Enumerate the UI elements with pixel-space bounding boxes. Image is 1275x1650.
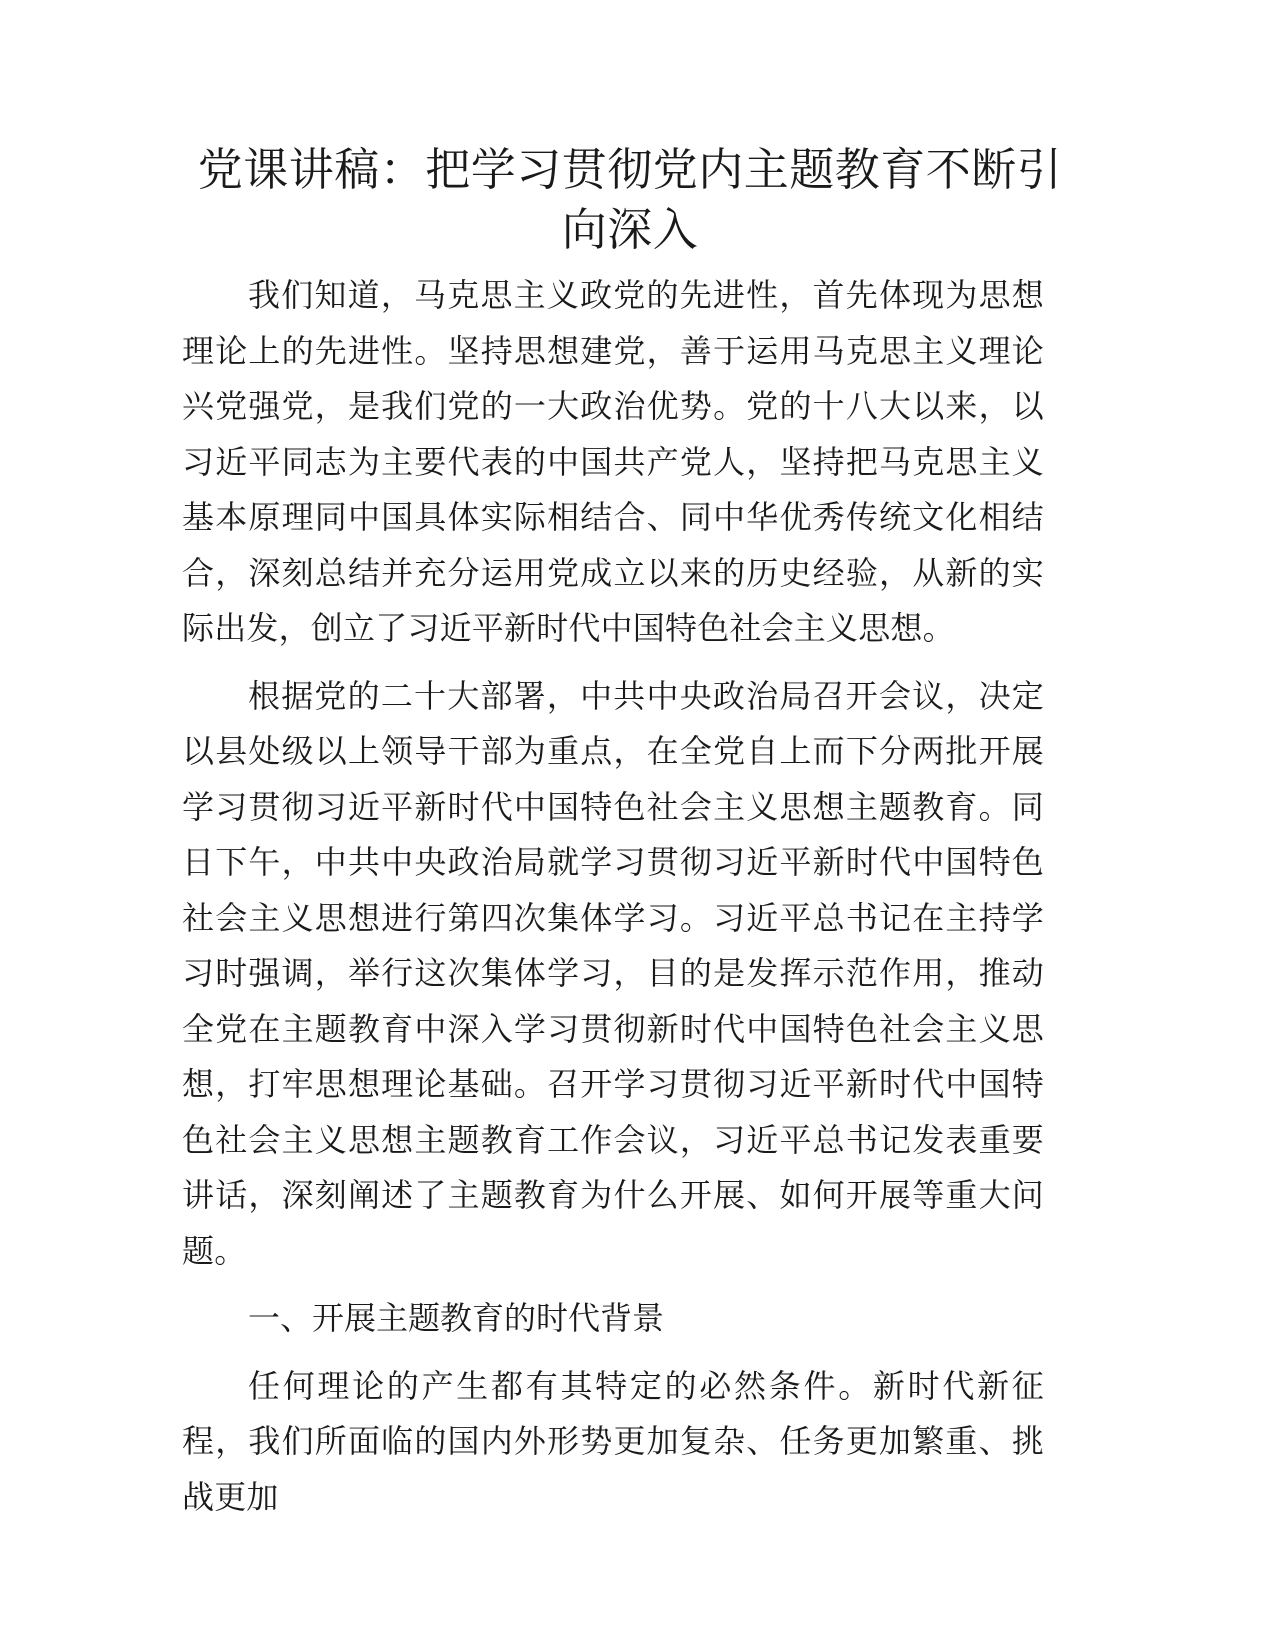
section-heading: 一、开展主题教育的时代背景 — [248, 1299, 665, 1337]
document-body — [182, 268, 1044, 1537]
paragraph-1: 我们知道，马克思主义政党的先进性，首先体现为思想理论上的先进性。坚持思想建党，善于运用马克思主义理论兴党强党，是我们党的一大政治优势。党的十八大以来，以习近平同志为主要代表的中国共产党人，坚持把马克思主义基本原理同中国具体实际相结合、同中华优秀传统文化相结合，深刻总结并充分运用党成立以来的历史经验，从新的实际出发，创立了习近平新时代中国特色社会主义思想。 — [182, 276, 1044, 647]
paragraph-3: 任何理论的产生都有其特定的必然条件。新时代新征程，我们所面临的国内外形势更加复杂、任务更加繁重、挑战更加 — [182, 1366, 1044, 1516]
paragraph-2: 根据党的二十大部署，中共中央政治局召开会议，决定以县处级以上领导干部为重点，在全党自上而下分两批开展学习贯彻习近平新时代中国特色社会主义思想主题教育。同日下午，中共中央政治局就学习贯彻习近平新时代中国特色社会主义思想进行第四次集体学习。习近平总书记在主持学习时强调，举行这次集体学习，目的是发挥示范作用，推动全党在主题教育中深入学习贯彻新时代中国特色社会主义思想，打牢思想理论基础。召开学习贯彻习近平新时代中国特色社会主义思想主题教育工作会议，习近平总书记发表重要讲话，深刻阐述了主题教育为什么开展、如何开展等重大问题。 — [182, 676, 1044, 1270]
document-title: 党课讲稿：把学习贯彻党内主题教育不断引向深入 — [197, 143, 1063, 256]
